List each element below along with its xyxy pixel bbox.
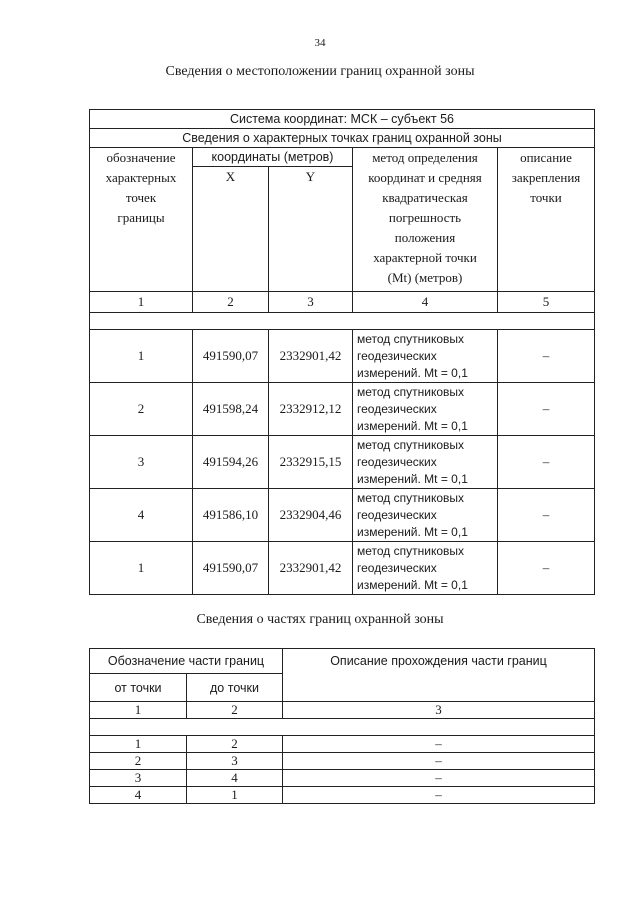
- col-method-line: характерной точки: [373, 250, 477, 265]
- col-method-line: метод определения: [372, 150, 478, 165]
- description-cell: –: [498, 330, 595, 383]
- table-row: [90, 436, 595, 489]
- method-line: геодезических: [357, 454, 437, 469]
- to-point: 3: [187, 753, 283, 770]
- coord-y: 2332915,15: [269, 436, 353, 489]
- from-point: 4: [90, 787, 187, 804]
- col-number: 1: [90, 702, 187, 719]
- table-row: [90, 770, 595, 787]
- method-line: геодезических: [357, 507, 437, 522]
- method-cell: [353, 436, 498, 489]
- col-description-header: Описание прохождения части границ: [283, 649, 595, 702]
- col-method-line: погрешность: [388, 210, 462, 225]
- col-designation-line: точек: [125, 190, 157, 205]
- method-line: метод спутниковых: [357, 384, 465, 399]
- col-method-header: [353, 148, 498, 292]
- part-description: –: [283, 770, 595, 787]
- description-cell: –: [498, 383, 595, 436]
- col-method-line: (Mt) (метров): [387, 270, 463, 285]
- col-number: 1: [90, 292, 193, 313]
- coord-x: 491598,24: [193, 383, 269, 436]
- method-cell: [353, 489, 498, 542]
- coord-system-header: Система координат: МСК – субъект 56: [90, 110, 595, 129]
- col-number: 2: [193, 292, 269, 313]
- col-method-line: координат и средняя: [368, 170, 482, 185]
- col-part-designation-header: Обозначение части границ: [90, 649, 283, 674]
- col-number: 5: [498, 292, 595, 313]
- method-line: измерений. Mt = 0,1: [357, 471, 468, 486]
- table-row: [90, 542, 595, 595]
- coord-y: 2332901,42: [269, 330, 353, 383]
- col-coords-header: координаты (метров): [193, 148, 353, 167]
- description-cell: –: [498, 436, 595, 489]
- table-row: [90, 330, 595, 383]
- page-number: 34: [314, 37, 326, 49]
- col-method-line: положения: [394, 230, 456, 245]
- description-cell: –: [498, 542, 595, 595]
- coord-x: 491590,07: [193, 542, 269, 595]
- to-point: 1: [187, 787, 283, 804]
- method-line: измерений. Mt = 0,1: [357, 577, 468, 592]
- col-from-header: от точки: [90, 674, 187, 702]
- from-point: 2: [90, 753, 187, 770]
- coord-y: 2332912,12: [269, 383, 353, 436]
- to-point: 4: [187, 770, 283, 787]
- method-line: метод спутниковых: [357, 331, 465, 346]
- method-line: измерений. Mt = 0,1: [357, 365, 468, 380]
- method-line: метод спутниковых: [357, 437, 465, 452]
- part-description: –: [283, 787, 595, 804]
- point-number: 3: [90, 436, 193, 489]
- point-number: 2: [90, 383, 193, 436]
- col-number: 3: [269, 292, 353, 313]
- method-line: метод спутниковых: [357, 490, 465, 505]
- coord-y: 2332904,46: [269, 489, 353, 542]
- col-x-header: X: [193, 167, 269, 292]
- coord-x: 491590,07: [193, 330, 269, 383]
- from-point: 3: [90, 770, 187, 787]
- col-method-line: квадратическая: [382, 190, 468, 205]
- boundary-points-table: [89, 109, 595, 595]
- point-number: 1: [90, 330, 193, 383]
- col-designation-line: характерных: [105, 170, 177, 185]
- table-row: [90, 753, 595, 770]
- table-row: [90, 736, 595, 753]
- col-designation-header: [90, 148, 193, 292]
- col-desc-header: [498, 148, 595, 292]
- document-title: Сведения о местоположении границ охранной зоны: [165, 64, 475, 79]
- col-y-header: Y: [269, 167, 353, 292]
- col-to-header: до точки: [187, 674, 283, 702]
- method-line: измерений. Mt = 0,1: [357, 418, 468, 433]
- part-description: –: [283, 753, 595, 770]
- part-description: –: [283, 736, 595, 753]
- coord-x: 491594,26: [193, 436, 269, 489]
- spacer-row: [90, 719, 595, 736]
- description-cell: –: [498, 489, 595, 542]
- col-number: 2: [187, 702, 283, 719]
- col-designation-line: обозначение: [106, 150, 176, 165]
- method-cell: [353, 383, 498, 436]
- section-title-parts: Сведения о частях границ охранной зоны: [196, 612, 444, 627]
- boundary-parts-table: [89, 648, 595, 804]
- col-number: 3: [283, 702, 595, 719]
- col-desc-line: описание: [520, 150, 572, 165]
- method-line: метод спутниковых: [357, 543, 465, 558]
- method-line: геодезических: [357, 348, 437, 363]
- table-row: [90, 489, 595, 542]
- from-point: 1: [90, 736, 187, 753]
- col-desc-line: закрепления: [511, 170, 581, 185]
- coord-y: 2332901,42: [269, 542, 353, 595]
- method-line: геодезических: [357, 401, 437, 416]
- point-number: 4: [90, 489, 193, 542]
- coord-x: 491586,10: [193, 489, 269, 542]
- table-row: [90, 383, 595, 436]
- method-cell: [353, 542, 498, 595]
- col-designation-line: границы: [117, 210, 165, 225]
- method-line: геодезических: [357, 560, 437, 575]
- spacer-row: [90, 313, 595, 330]
- method-cell: [353, 330, 498, 383]
- points-subtitle-header: Сведения о характерных точках границ охранной зоны: [90, 129, 595, 148]
- col-number: 4: [353, 292, 498, 313]
- method-line: измерений. Mt = 0,1: [357, 524, 468, 539]
- to-point: 2: [187, 736, 283, 753]
- point-number: 1: [90, 542, 193, 595]
- col-desc-line: точки: [530, 190, 562, 205]
- table-row: [90, 787, 595, 804]
